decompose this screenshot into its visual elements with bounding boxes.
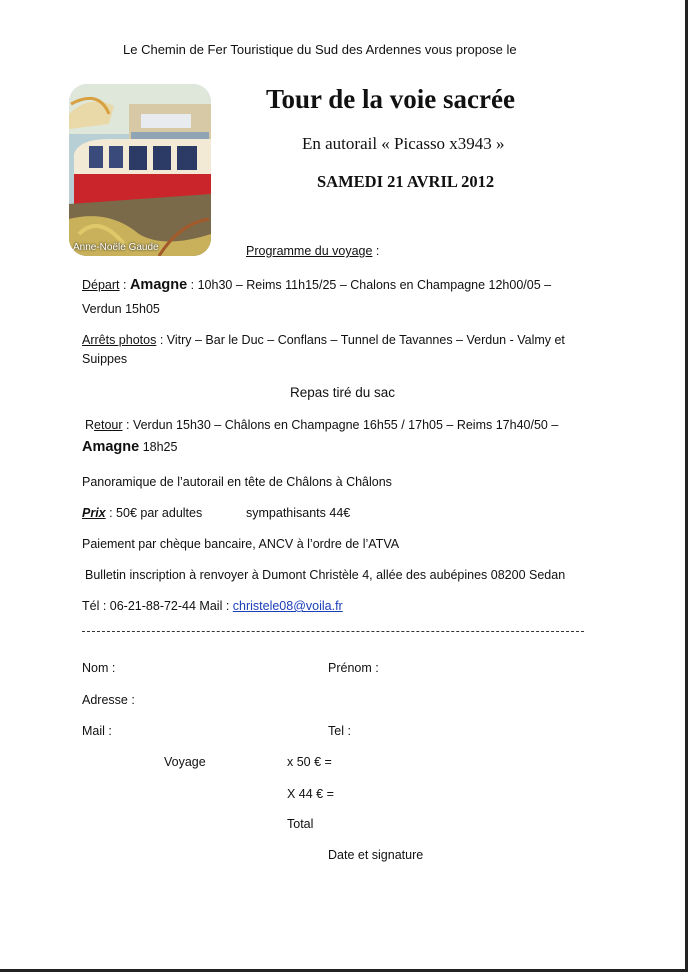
form-adresse-label: Adresse : — [82, 693, 135, 707]
painting-caption: Anne-Noële Gaude — [73, 242, 159, 253]
form-x44-label: X 44 € = — [287, 787, 334, 801]
subtitle: En autorail « Picasso x3943 » — [302, 134, 505, 153]
retour-first-letter: R — [85, 418, 95, 432]
prix-line — [82, 506, 202, 520]
form-voyage-label: Voyage — [164, 755, 206, 769]
contact-line — [82, 599, 343, 613]
depart-schedule: : 10h30 – Reims 11h15/25 – Chalons en Champagne 12h00/05 – — [187, 278, 552, 292]
retour-line-2 — [82, 439, 177, 455]
panoramique-line: Panoramique de l’autorail en tête de Châlons à Châlons — [82, 475, 392, 489]
railcar-painting-image — [69, 84, 211, 256]
form-tel-label: Tel : — [328, 724, 351, 738]
prix-label: Prix — [82, 506, 106, 520]
form-mail-label: Mail : — [82, 724, 112, 738]
depart-line — [82, 277, 551, 293]
prix-sympathisants: sympathisants 44€ — [246, 506, 351, 520]
depart-label: Départ — [82, 278, 120, 292]
cut-line-divider — [82, 631, 584, 632]
arrets-label: Arrêts photos — [82, 333, 157, 347]
form-x50-label: x 50 € = — [287, 755, 332, 769]
depart-line-2: Verdun 15h05 — [82, 302, 160, 316]
retour-place: Amagne — [82, 439, 140, 455]
arrets-line-2: Suippes — [82, 352, 128, 366]
event-date: SAMEDI 21 AVRIL 2012 — [317, 172, 495, 191]
retour-line — [85, 418, 558, 432]
railcar-painting — [69, 84, 211, 256]
repas-heading: Repas tiré du sac — [290, 385, 396, 400]
contact-tel: Tél : 06-21-88-72-44 Mail : — [82, 599, 233, 613]
arrets-list: : Vitry – Bar le Duc – Conflans – Tunnel de Tavannes – Verdun - Valmy et — [156, 333, 565, 347]
depart-place: Amagne — [129, 277, 188, 293]
form-total-label: Total — [287, 817, 314, 831]
prix-adultes: : 50€ par adultes — [105, 506, 203, 520]
email-link[interactable]: christele08@voila.fr — [232, 599, 343, 613]
arrets-line — [82, 333, 565, 347]
page-title: Tour de la voie sacrée — [266, 84, 515, 114]
retour-label: etour — [94, 418, 123, 432]
intro-line: Le Chemin de Fer Touristique du Sud des Ardennes vous propose le — [123, 42, 517, 57]
form-prenom-label: Prénom : — [328, 661, 379, 675]
retour-time: 18h25 — [139, 440, 178, 454]
programme-heading — [246, 244, 379, 258]
form-signature-label: Date et signature — [328, 848, 424, 862]
depart-sep: : — [119, 278, 130, 292]
programme-suffix: : — [372, 244, 380, 258]
retour-schedule: : Verdun 15h30 – Châlons en Champagne 16h55 / 17h05 – Reims 17h40/50 – — [122, 418, 559, 432]
form-nom-label: Nom : — [82, 661, 116, 675]
bulletin-line: Bulletin inscription à renvoyer à Dumont Christèle 4, allée des aubépines 08200 Sedan — [85, 568, 566, 582]
programme-label: Programme du voyage — [246, 244, 373, 258]
paiement-line: Paiement par chèque bancaire, ANCV à l’ordre de l’ATVA — [82, 537, 400, 551]
